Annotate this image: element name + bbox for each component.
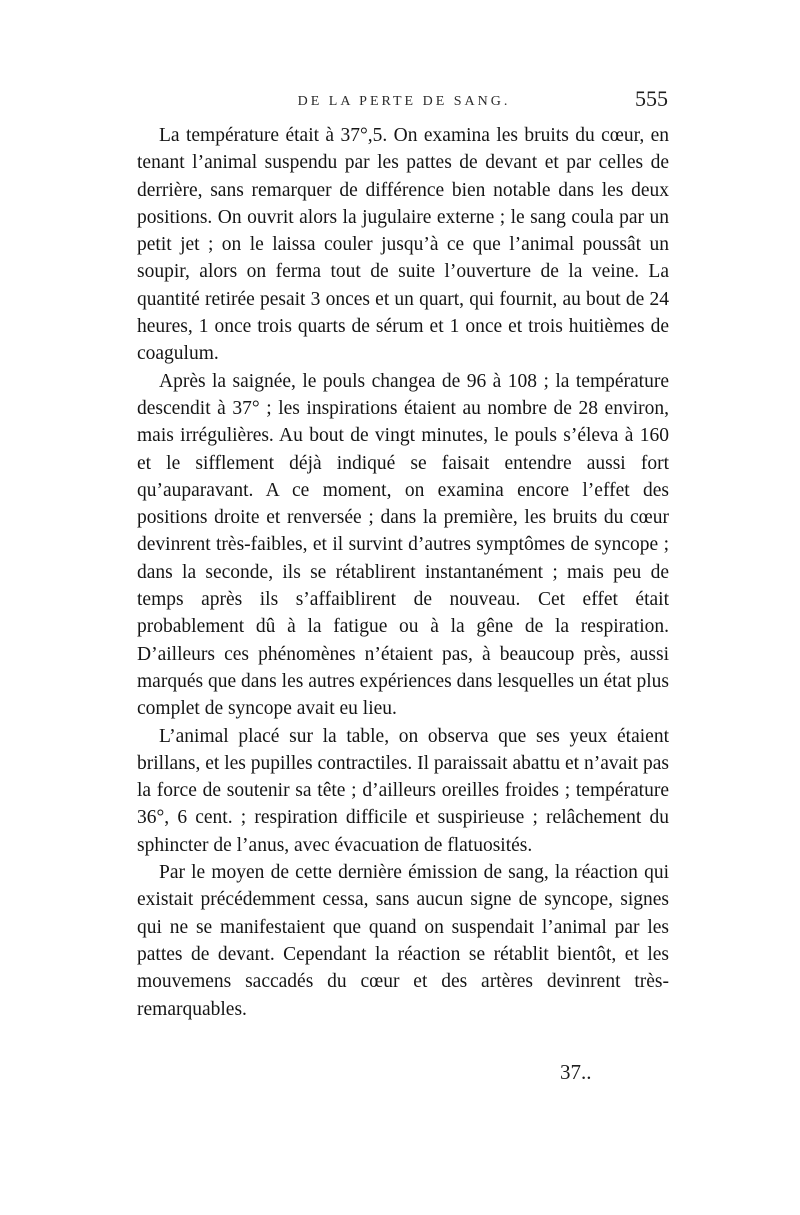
running-title: DE LA PERTE DE SANG. (297, 94, 511, 109)
body-text (137, 122, 669, 1023)
paragraph: La température était à 37°,5. On examina les bruits du cœur, en tenant l’animal suspendu par les pattes de devant et par celles de derrière, sans remarquer de différence bien notable dans les deux positions. On ouvrit alors la jugulaire externe ; le sang coula par un petit jet ; on le laissa couler jusqu’à ce que l’animal poussât un soupir, alors on ferma tout de suite l’ouverture de la veine. La quantité retirée pesait 3 onces et un quart, qui fournit, au bout de 24 heures, 1 once trois quarts de sérum et 1 once et trois huitièmes de coagulum. (137, 125, 669, 365)
paragraph: Après la saignée, le pouls changea de 96 à 108 ; la température descendit à 37° ; les inspirations étaient au nombre de 28 environ, mais irrégulières. Au bout de vingt minutes, le pouls s’éleva à 160 et le sifflement déjà indiqué se faisait entendre aussi fort qu’auparavant. A ce moment, on examina encore l’effet des positions droite et renversée ; dans la première, les bruits du cœur devinrent très-faibles, et il survint d’autres symptômes de syncope ; dans la seconde, ils se rétablirent instantanément ; mais peu de temps après ils s’affaiblirent de nouveau. Cet effet était probablement dû à la fatigue ou à la gêne de la respiration. D’ailleurs ces phénomènes n’étaient pas, à beaucoup près, aussi marqués que dans les autres expériences dans lesquelles un état plus complet de syncope avait eu lieu. (137, 370, 669, 720)
paragraph: Par le moyen de cette dernière émission de sang, la réaction qui existait précédemment cessa, sans aucun signe de syncope, signes qui ne se manifestaient que quand on suspendait l’animal par les pattes de devant. Cependant la réaction se rétablit bientôt, et les mouvemens saccadés du cœur et des artères devinrent très-remarquables. (137, 862, 669, 1020)
page-number: 555 (635, 86, 668, 111)
paragraph: L’animal placé sur la table, on observa que ses yeux étaient brillans, et les pupilles contractiles. Il paraissait abattu et n’avait pas la force de soutenir sa tête ; d’ailleurs oreilles froides ; température 36°, 6 cent. ; respiration difficile et suspirieuse ; relâchement du sphincter de l’anus, avec évacuation de flatuosités. (137, 725, 669, 856)
signature-mark: 37.. (560, 1060, 592, 1084)
running-head (140, 86, 668, 116)
